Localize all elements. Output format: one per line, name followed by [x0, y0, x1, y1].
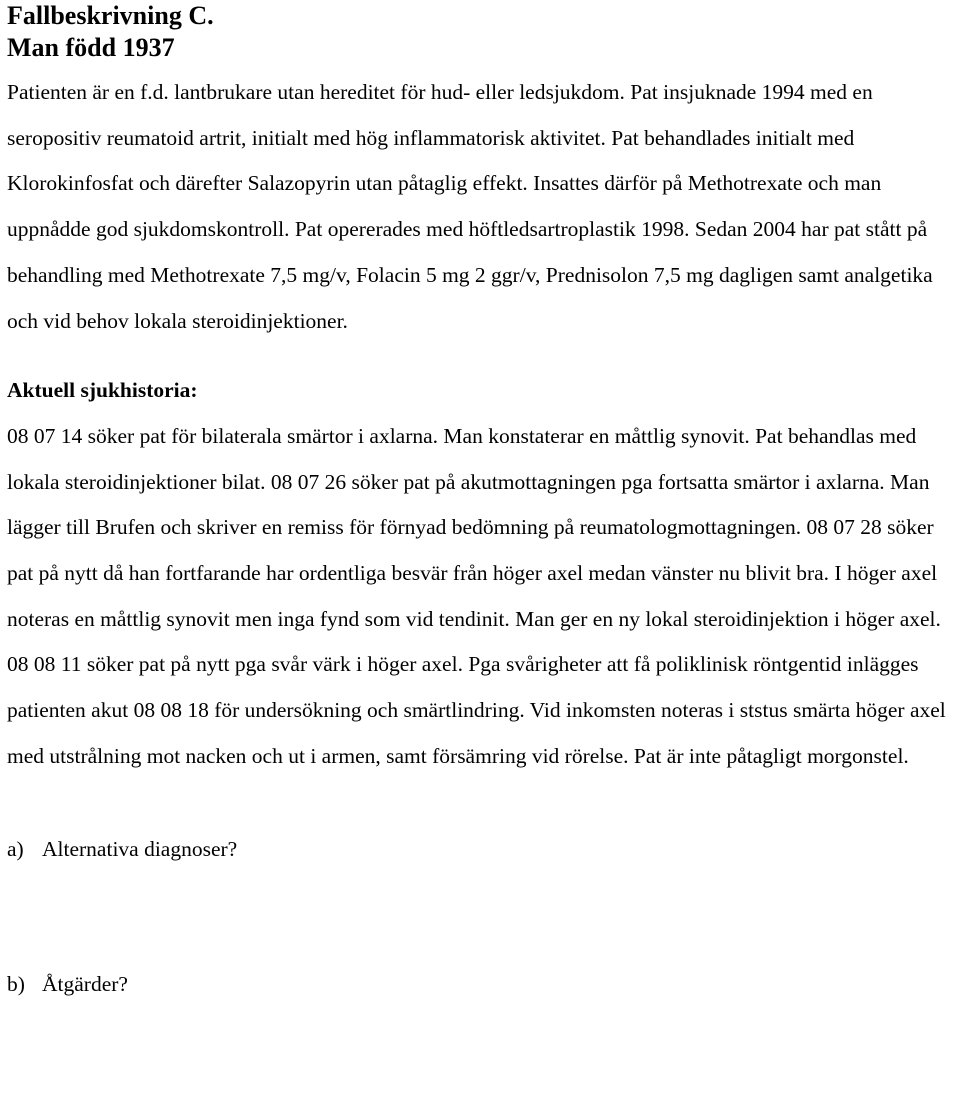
case-title: Fallbeskrivning C.: [7, 1, 214, 30]
question-a-text: Alternativa diagnoser?: [42, 836, 238, 861]
question-a: [7, 827, 957, 873]
question-b-text: Åtgärder?: [42, 972, 128, 997]
patient-subtitle: Man född 1937: [7, 33, 175, 62]
question-b-label: b): [7, 972, 25, 997]
question-b: [7, 962, 957, 1008]
current-history-paragraph: 08 07 14 söker pat för bilaterala smärtor i axlarna. Man konstaterar en måttlig synovit. Pat behandlas med lokala steroidinjektioner bilat. 08 07 26 söker pat på akutmottagningen pga fortsatta smärtor i axlarna. Man lägger till Brufen och skriver en remiss för förnyad bedömning på reumatologmottagningen. 08 07 28 söker pat på nytt då han fortfarande har ordentliga besvär från höger axel medan vänster nu blivit bra. I höger axel noteras en måttlig synovit men inga fynd som vid tendinit. Man ger en ny lokal steroidinjektion i höger axel. 08 08 11 söker pat på nytt pga svår värk i höger axel. Pga svårigheter att få poliklinisk röntgentid inlägges patienten akut 08 08 18 för undersökning och smärtlindring. Vid inkomsten noteras i ststus smärta höger axel med utstrålning mot nacken och ut i armen, samt försämring vid rörelse. Pat är inte påtagligt morgonstel.: [7, 423, 946, 768]
case-document: [7, 0, 957, 1008]
current-history-heading: Aktuell sjukhistoria:: [7, 378, 198, 403]
question-a-label: a): [7, 836, 24, 861]
background-paragraph: Patienten är en f.d. lantbrukare utan hereditet för hud- eller ledsjukdom. Pat insjuknade 1994 med en seropositiv reumatoid artrit, initialt med hög inflammatorisk aktivitet. Pat behandlades initialt med Klorokinfosfat och därefter Salazopyrin utan påtaglig effekt. Insattes därför på Methotrexate och man uppnådde god sjukdomskontroll. Pat opererades med höftledsartroplastik 1998. Sedan 2004 har pat stått på behandling med Methotrexate 7,5 mg/v, Folacin 5 mg 2 ggr/v, Prednisolon 7,5 mg dagligen samt analgetika och vid behov lokala steroidinjektioner.: [7, 80, 933, 333]
